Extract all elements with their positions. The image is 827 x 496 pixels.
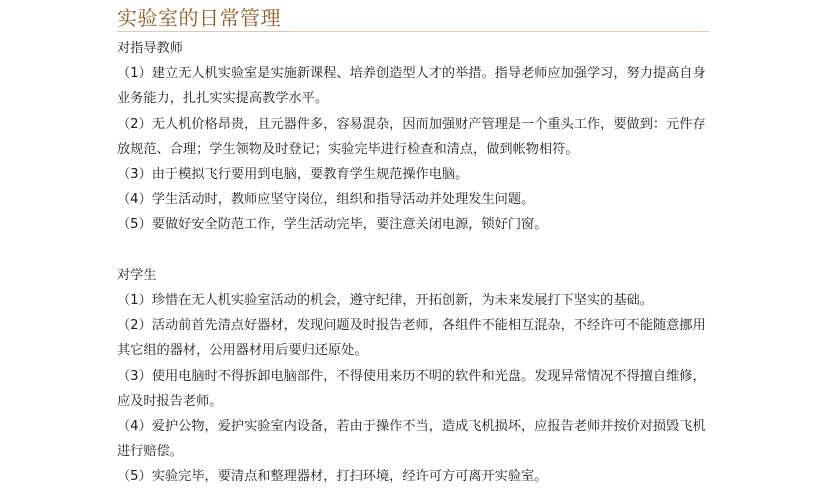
student-rule-1: （1）珍惜在无人机实验室活动的机会，遵守纪律，开拓创新，为未来发展打下坚实的基础。 <box>117 293 653 309</box>
section-spacer <box>117 238 717 263</box>
teacher-rule-2: （2）无人机价格昂贵，且元器件多，容易混杂，因而加强财产管理是一个重头工作，要做到：元件存放规范、合理；学生领物及时登记；实验完毕进行检查和清点，做到帐物相符。 <box>117 116 706 157</box>
teacher-rule-4: （4）学生活动时，教师应坚守岗位，组织和指导活动并处理发生问题。 <box>117 192 535 208</box>
student-rule-4: （4）爱护公物，爱护实验室内设备，若由于操作不当，造成飞机损坏，应报告老师并按价对损毁飞机进行赔偿。 <box>117 419 706 460</box>
students-section <box>117 263 717 490</box>
page-title: 实验室的日常管理 <box>117 6 281 30</box>
student-rule-5: （5）实验完毕，要清点和整理器材，打扫环境，经许可方可离开实验室。 <box>117 469 548 485</box>
teacher-rule-5: （5）要做好安全防范工作，学生活动完毕，要注意关闭电源，锁好门窗。 <box>117 217 548 233</box>
teacher-rule-3: （3）由于模拟飞行要用到电脑，要教育学生规范操作电脑。 <box>117 167 469 183</box>
teachers-section <box>117 36 717 238</box>
teachers-heading: 对指导教师 <box>117 41 183 56</box>
title-divider <box>117 31 709 32</box>
teacher-rule-1: （1）建立无人机实验室是实施新课程、培养创造型人才的举措。指导老师应加强学习，努力提高自身业务能力，扎扎实实提高教学水平。 <box>117 66 706 107</box>
student-rule-2: （2）活动前首先清点好器材，发现问题及时报告老师，各组件不能相互混杂，不经许可不能随意挪用其它组的器材，公用器材用后要归还原处。 <box>117 318 706 359</box>
student-rule-3: （3）使用电脑时不得拆卸电脑部件，不得使用来历不明的软件和光盘。发现异常情况不得擅自维修，应及时报告老师。 <box>117 368 706 409</box>
document-content <box>117 36 717 490</box>
students-heading: 对学生 <box>117 267 157 283</box>
